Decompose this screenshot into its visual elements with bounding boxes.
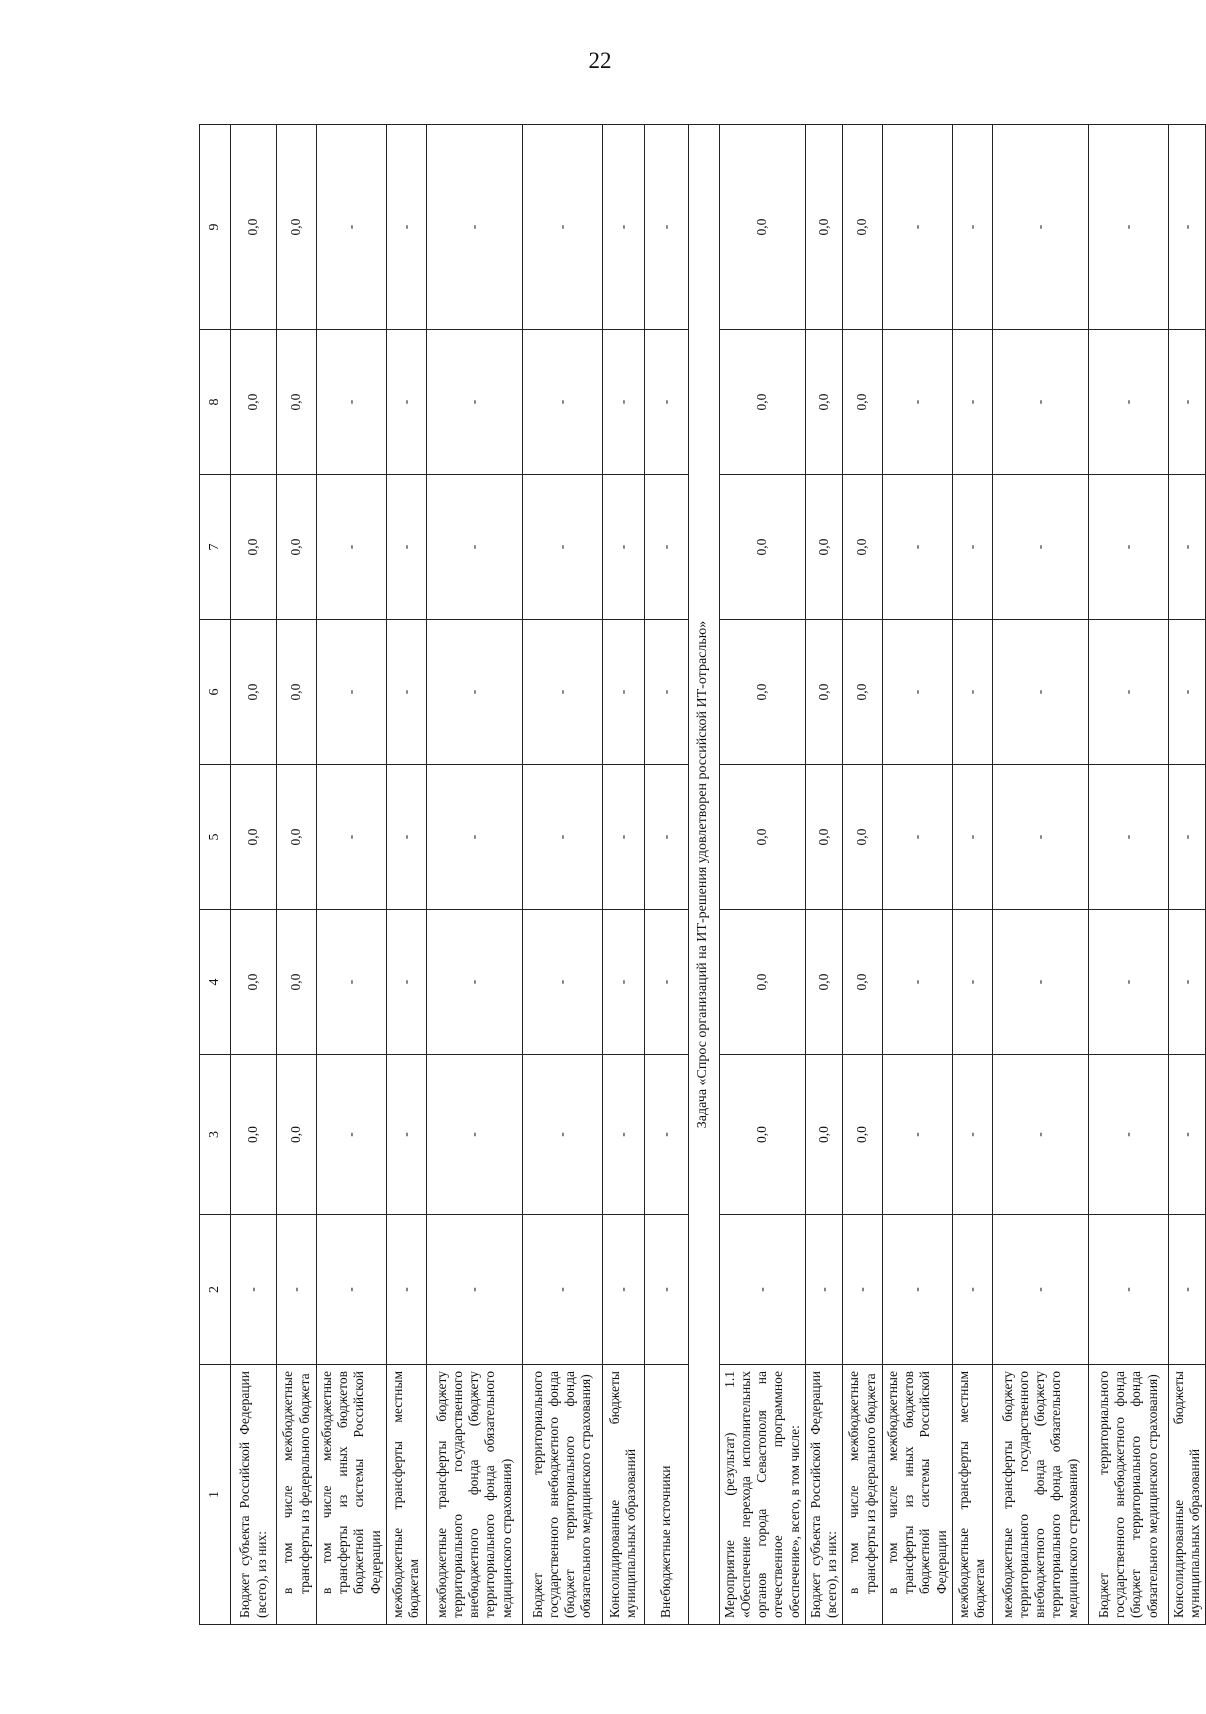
row-label: Внебюджетные источники — [644, 1365, 688, 1625]
table-row — [992, 125, 1088, 1625]
table-cell: - — [1088, 910, 1168, 1055]
table-cell: 0,0 — [231, 620, 277, 765]
table-cell: - — [952, 765, 992, 910]
table-cell: - — [1088, 765, 1168, 910]
column-header: 7 — [200, 475, 231, 620]
table-cell: - — [952, 620, 992, 765]
column-header: 9 — [200, 125, 231, 330]
table-cell: - — [1168, 475, 1205, 620]
table-cell: - — [522, 910, 602, 1055]
table-cell: - — [1168, 765, 1205, 910]
table-cell: - — [644, 1215, 688, 1365]
table-cell: - — [719, 1215, 805, 1365]
table-cell: - — [426, 910, 522, 1055]
table-cell: - — [805, 1215, 842, 1365]
table-cell: - — [317, 620, 387, 765]
table-cell: - — [1168, 1215, 1205, 1365]
table-cell: - — [426, 1055, 522, 1215]
table-cell: - — [843, 1215, 883, 1365]
table-cell: - — [317, 910, 387, 1055]
table-cell: - — [602, 125, 644, 330]
table-cell: 0,0 — [719, 620, 805, 765]
table-cell: - — [1168, 125, 1205, 330]
table-cell: 0,0 — [277, 765, 317, 910]
table-cell: - — [602, 620, 644, 765]
table-cell: 0,0 — [231, 910, 277, 1055]
table-cell: 0,0 — [231, 1055, 277, 1215]
table-cell: 0,0 — [805, 765, 842, 910]
table-cell: - — [426, 475, 522, 620]
table-cell: - — [952, 125, 992, 330]
table-cell: 0,0 — [277, 620, 317, 765]
row-label: межбюджетные трансферты бюджету территориального государственного внебюджетного фонда (бюджету территориального фонда обязательного медицинского страхования) — [426, 1365, 522, 1625]
table-cell: - — [386, 125, 426, 330]
column-header: 4 — [200, 910, 231, 1055]
table-cell: 0,0 — [719, 1055, 805, 1215]
page-number: 22 — [588, 48, 612, 73]
table-cell: - — [317, 765, 387, 910]
table-cell: 0,0 — [719, 125, 805, 330]
table-cell: - — [1088, 125, 1168, 330]
row-label: межбюджетные трансферты бюджету территориального государственного внебюджетного фонда (бюджету территориального фонда обязательного медицинского страхования) — [992, 1365, 1088, 1625]
table-cell: - — [992, 910, 1088, 1055]
table-cell: - — [883, 910, 953, 1055]
table-row — [644, 125, 688, 1625]
table-cell: 0,0 — [805, 620, 842, 765]
column-header: 5 — [200, 765, 231, 910]
table-cell: - — [602, 330, 644, 475]
table-cell: - — [386, 330, 426, 475]
table-cell: - — [992, 475, 1088, 620]
table-cell: 0,0 — [805, 1055, 842, 1215]
table-cell: - — [644, 475, 688, 620]
table-cell: - — [602, 475, 644, 620]
table-cell: - — [952, 330, 992, 475]
table-cell: - — [1088, 1215, 1168, 1365]
table-cell: - — [952, 475, 992, 620]
table-cell: - — [992, 1215, 1088, 1365]
table-cell: 0,0 — [805, 125, 842, 330]
row-label: межбюджетные трансферты местным бюджетам — [386, 1365, 426, 1625]
table-cell: - — [952, 1215, 992, 1365]
row-label: Консолидированные бюджеты муниципальных образований — [602, 1365, 644, 1625]
rotated-table-container — [199, 125, 1202, 1625]
table-cell: - — [386, 910, 426, 1055]
row-label: в том числе межбюджетные трансферты из иных бюджетов бюджетной системы Российской Федерации — [883, 1365, 953, 1625]
table-cell: 0,0 — [843, 125, 883, 330]
table-cell: - — [1168, 910, 1205, 1055]
table-cell: 0,0 — [843, 910, 883, 1055]
table-cell: - — [883, 475, 953, 620]
table-cell: 0,0 — [231, 475, 277, 620]
table-cell: - — [317, 475, 387, 620]
table-cell: - — [231, 1215, 277, 1365]
table-row — [843, 125, 883, 1625]
table-cell: - — [602, 765, 644, 910]
table-cell: - — [1088, 475, 1168, 620]
row-label: Мероприятие (результат) 1.1 «Обеспечение перехода исполнительных органов города Севастополя на отечественное программное обеспечение», всего, в том числе: — [719, 1365, 805, 1625]
table-cell: - — [317, 1055, 387, 1215]
table-cell: - — [386, 1215, 426, 1365]
row-label: Консолидированные бюджеты муниципальных образований — [1168, 1365, 1205, 1625]
table-cell: - — [426, 125, 522, 330]
table-cell: - — [522, 1055, 602, 1215]
table-cell: - — [992, 1055, 1088, 1215]
row-label: Бюджет субъекта Российской Федерации (всего), из них: — [231, 1365, 277, 1625]
budget-table — [199, 124, 1206, 1625]
table-cell: - — [522, 475, 602, 620]
table-cell: - — [952, 910, 992, 1055]
table-cell: - — [426, 765, 522, 910]
table-cell: - — [1088, 620, 1168, 765]
task-row — [688, 125, 719, 1625]
table-cell: - — [386, 1055, 426, 1215]
table-cell: 0,0 — [719, 330, 805, 475]
table-cell: 0,0 — [843, 330, 883, 475]
table-body — [200, 125, 1206, 1625]
table-cell: - — [883, 620, 953, 765]
table-cell: - — [317, 330, 387, 475]
table-cell: - — [426, 620, 522, 765]
table-cell: - — [522, 125, 602, 330]
table-cell: 0,0 — [805, 910, 842, 1055]
table-row — [719, 125, 805, 1625]
task-title: Задача «Спрос организаций на ИТ-решения удовлетворен российской ИТ-отраслью» — [688, 125, 719, 1625]
table-cell: - — [644, 125, 688, 330]
table-row — [386, 125, 426, 1625]
table-cell: - — [883, 330, 953, 475]
row-label: Бюджет территориального государственного внебюджетного фонда (бюджет территориального фонда обязательного медицинского страхования) — [1088, 1365, 1168, 1625]
table-cell: 0,0 — [843, 620, 883, 765]
header-row — [200, 125, 231, 1625]
table-cell: - — [602, 910, 644, 1055]
table-row — [1168, 125, 1205, 1625]
table-cell: 0,0 — [277, 125, 317, 330]
table-cell: - — [426, 1215, 522, 1365]
table-cell: - — [522, 620, 602, 765]
table-cell: 0,0 — [719, 475, 805, 620]
table-cell: - — [992, 125, 1088, 330]
row-label: в том числе межбюджетные трансферты из иных бюджетов бюджетной системы Российской Федерации — [317, 1365, 387, 1625]
table-cell: - — [644, 620, 688, 765]
row-label: Бюджет субъекта Российской Федерации (всего), из них: — [805, 1365, 842, 1625]
table-cell: 0,0 — [231, 765, 277, 910]
table-cell: - — [426, 330, 522, 475]
table-cell: 0,0 — [277, 910, 317, 1055]
table-cell: - — [602, 1055, 644, 1215]
table-cell: 0,0 — [719, 910, 805, 1055]
table-row — [231, 125, 277, 1625]
table-row — [805, 125, 842, 1625]
table-cell: - — [522, 765, 602, 910]
table-cell: - — [644, 910, 688, 1055]
table-cell: - — [386, 765, 426, 910]
table-cell: 0,0 — [843, 765, 883, 910]
table-row — [317, 125, 387, 1625]
column-header: 6 — [200, 620, 231, 765]
table-cell: - — [883, 1215, 953, 1365]
table-row — [426, 125, 522, 1625]
table-cell: - — [992, 330, 1088, 475]
table-cell: - — [883, 125, 953, 330]
table-cell: 0,0 — [843, 475, 883, 620]
table-cell: - — [317, 1215, 387, 1365]
column-header: 8 — [200, 330, 231, 475]
table-cell: - — [602, 1215, 644, 1365]
table-cell: 0,0 — [805, 330, 842, 475]
table-cell: 0,0 — [805, 475, 842, 620]
column-header: 3 — [200, 1055, 231, 1215]
table-cell: - — [992, 765, 1088, 910]
table-cell: - — [522, 1215, 602, 1365]
table-cell: 0,0 — [231, 330, 277, 475]
table-cell: 0,0 — [277, 330, 317, 475]
table-cell: - — [644, 765, 688, 910]
table-cell: - — [644, 330, 688, 475]
column-header: 2 — [200, 1215, 231, 1365]
table-cell: 0,0 — [277, 475, 317, 620]
table-row — [883, 125, 953, 1625]
table-cell: 0,0 — [231, 125, 277, 330]
table-cell: - — [386, 475, 426, 620]
table-cell: - — [1168, 1055, 1205, 1215]
table-cell: - — [1168, 620, 1205, 765]
column-header: 1 — [200, 1365, 231, 1625]
table-cell: - — [952, 1055, 992, 1215]
table-row — [1088, 125, 1168, 1625]
table-cell: - — [644, 1055, 688, 1215]
table-row — [952, 125, 992, 1625]
table-cell: - — [883, 765, 953, 910]
row-label: межбюджетные трансферты местным бюджетам — [952, 1365, 992, 1625]
row-label: Бюджет территориального государственного внебюджетного фонда (бюджет территориального фонда обязательного медицинского страхования) — [522, 1365, 602, 1625]
table-cell: - — [1088, 330, 1168, 475]
table-cell: - — [317, 125, 387, 330]
table-cell: - — [522, 330, 602, 475]
table-cell: - — [277, 1215, 317, 1365]
table-row — [277, 125, 317, 1625]
table-row — [602, 125, 644, 1625]
table-cell: - — [992, 620, 1088, 765]
table-cell: 0,0 — [843, 1055, 883, 1215]
table-cell: - — [883, 1055, 953, 1215]
table-cell: - — [1168, 330, 1205, 475]
row-label: в том числе межбюджетные трансферты из федерального бюджета — [843, 1365, 883, 1625]
table-cell: 0,0 — [719, 765, 805, 910]
row-label: в том числе межбюджетные трансферты из федерального бюджета — [277, 1365, 317, 1625]
table-cell: - — [386, 620, 426, 765]
table-cell: - — [1088, 1055, 1168, 1215]
table-row — [522, 125, 602, 1625]
table-cell: 0,0 — [277, 1055, 317, 1215]
